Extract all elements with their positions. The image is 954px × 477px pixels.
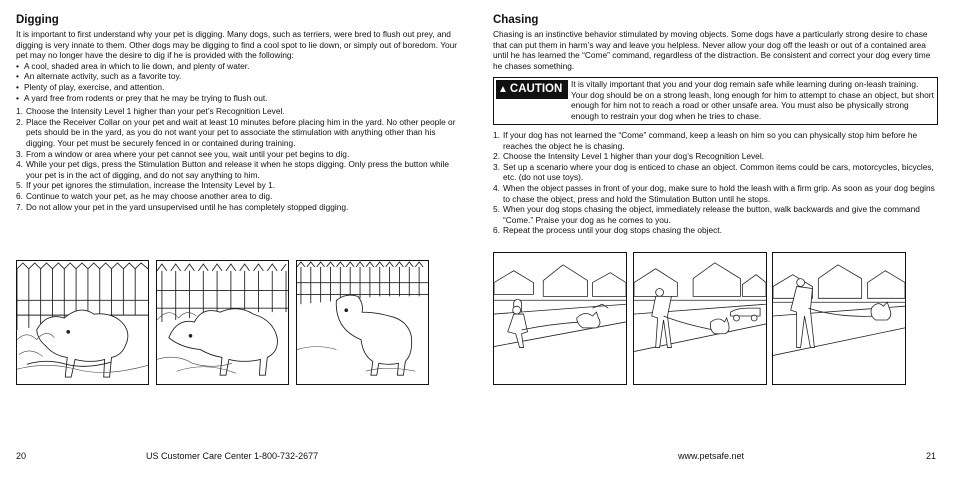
list-item bbox=[16, 117, 464, 149]
website-footer: www.petsafe.net bbox=[678, 451, 745, 461]
chasing-intro: Chasing is an instinctive behavior stimulated by moving objects. Some dogs have a particularly strong desire to chase that can put them in harm’s way and leave you helpless. Never allow your dog off the leash or out of a contained area until he has learned the “Come” command, regardless of the distraction. Be consistent and correct your dog every time he chases something. bbox=[493, 29, 931, 71]
digging-intro: It is important to first understand why your pet is digging. Many dogs, such as terriers, were bred to flush out prey, and digging is very innate to them. Other dogs may be digging to find a cool spot to lie down, or simply out of boredom. Your pet may no longer have the desire to dig if he is provided with the following: bbox=[16, 29, 458, 61]
caution-badge bbox=[496, 80, 568, 99]
step-text: While your pet digs, press the Stimulation Button and release it when he stops digging. Only press the button while your pet is in the act of digging, and do not say anything to him. bbox=[26, 159, 449, 180]
chasing-title: Chasing bbox=[493, 14, 539, 26]
digging-illustration-3 bbox=[296, 260, 429, 385]
step-number: 3. bbox=[16, 148, 23, 159]
step-text: From a window or area where your pet cannot see you, wait until your pet begins to dig. bbox=[26, 148, 350, 159]
step-text: Set up a scenario where your dog is enticed to chase an object. Common items could be cars, motorcycles, bicycles, etc. (do not use toys). bbox=[503, 161, 934, 183]
step-text: Choose the Intensity Level 1 higher than your dog’s Recognition Level. bbox=[503, 151, 764, 162]
customer-care-footer: US Customer Care Center 1-800-732-2677 bbox=[146, 451, 319, 461]
caution-box bbox=[493, 77, 938, 125]
digging-bullet-list bbox=[16, 61, 464, 103]
list-item bbox=[16, 159, 464, 180]
step-text: Repeat the process until your dog stops chasing the object. bbox=[503, 225, 722, 236]
caution-label: CAUTION bbox=[509, 83, 563, 95]
list-item bbox=[493, 225, 941, 236]
step-number: 6. bbox=[493, 225, 500, 236]
list-item: • A yard free from rodents or prey that he may be trying to flush out. bbox=[16, 93, 464, 104]
list-item bbox=[493, 130, 941, 151]
page-number-left: 20 bbox=[16, 451, 27, 461]
step-number: 1. bbox=[16, 106, 23, 117]
page-number-right: 21 bbox=[926, 451, 937, 461]
step-text: Choose the Intensity Level 1 higher than your pet’s Recognition Level. bbox=[26, 106, 285, 117]
step-number: 7. bbox=[16, 201, 23, 212]
chasing-steps bbox=[493, 130, 941, 236]
list-item bbox=[493, 204, 941, 225]
step-text: Place the Receiver Collar on your pet and wait at least 10 minutes before placing him in the yard. No other people or pets should be in the yard, as you do not want your pet to associate the stimulation with anything other than his digging. Your pet must be securely fenced in or contained during training. bbox=[26, 116, 456, 148]
chasing-illustration-3 bbox=[772, 252, 906, 385]
chasing-section bbox=[493, 130, 941, 236]
step-text: When the object passes in front of your dog, make sure to hold the leash with a firm grip. As soon as your dog begins to chase the object, press and hold the Stimulation Button until he stops. bbox=[503, 182, 935, 204]
list-item: • Plenty of play, exercise, and attention. bbox=[16, 82, 464, 93]
chasing-illustration-2 bbox=[633, 252, 767, 385]
step-number: 6. bbox=[16, 190, 23, 201]
step-number: 2. bbox=[493, 151, 500, 162]
step-number: 2. bbox=[16, 116, 23, 127]
digging-steps bbox=[16, 106, 464, 212]
list-item bbox=[493, 183, 941, 204]
warning-triangle-icon: ▲ bbox=[498, 84, 508, 95]
caution-text: It is vitally important that you and your dog remain safe while learning during on-leash training. Your dog should be on a strong leash, long enough for him to attempt to chase an object, but short enough for him not to reach a road or other unsafe area. You must also be physically strong enough to restrain your dog when he tries to chase. bbox=[571, 79, 934, 121]
step-number: 5. bbox=[493, 204, 500, 215]
list-item bbox=[16, 106, 464, 117]
right-page bbox=[477, 0, 954, 477]
digging-title: Digging bbox=[16, 14, 59, 26]
step-text: Do not allow your pet in the yard unsupervised until he has completely stopped digging. bbox=[26, 201, 349, 212]
step-number: 4. bbox=[493, 182, 500, 193]
list-item bbox=[493, 151, 941, 162]
step-text: If your dog has not learned the “Come” command, keep a leash on him so you can physically stop him before he reaches the object he is chasing. bbox=[503, 130, 918, 151]
list-item bbox=[16, 191, 464, 202]
step-number: 1. bbox=[493, 130, 500, 140]
step-text: Continue to watch your pet, as he may choose another area to dig. bbox=[26, 190, 273, 201]
chasing-illustration-1 bbox=[493, 252, 627, 385]
step-text: When your dog stops chasing the object, immediately release the button, walk backwards and give the command “Come.” Praise your dog as he comes to you. bbox=[503, 204, 920, 225]
digging-illustration-2 bbox=[156, 260, 289, 385]
list-item bbox=[16, 180, 464, 191]
digging-illustration-1 bbox=[16, 260, 149, 385]
list-item bbox=[493, 162, 941, 183]
list-item bbox=[16, 202, 464, 213]
list-item bbox=[16, 149, 464, 160]
step-number: 5. bbox=[16, 180, 23, 191]
step-number: 3. bbox=[493, 161, 500, 172]
list-item: • A cool, shaded area in which to lie down, and plenty of water. bbox=[16, 61, 464, 72]
list-item: • An alternate activity, such as a favorite toy. bbox=[16, 71, 464, 82]
step-number: 4. bbox=[16, 159, 23, 170]
digging-section bbox=[16, 29, 464, 212]
step-text: If your pet ignores the stimulation, increase the Intensity Level by 1. bbox=[26, 180, 276, 191]
